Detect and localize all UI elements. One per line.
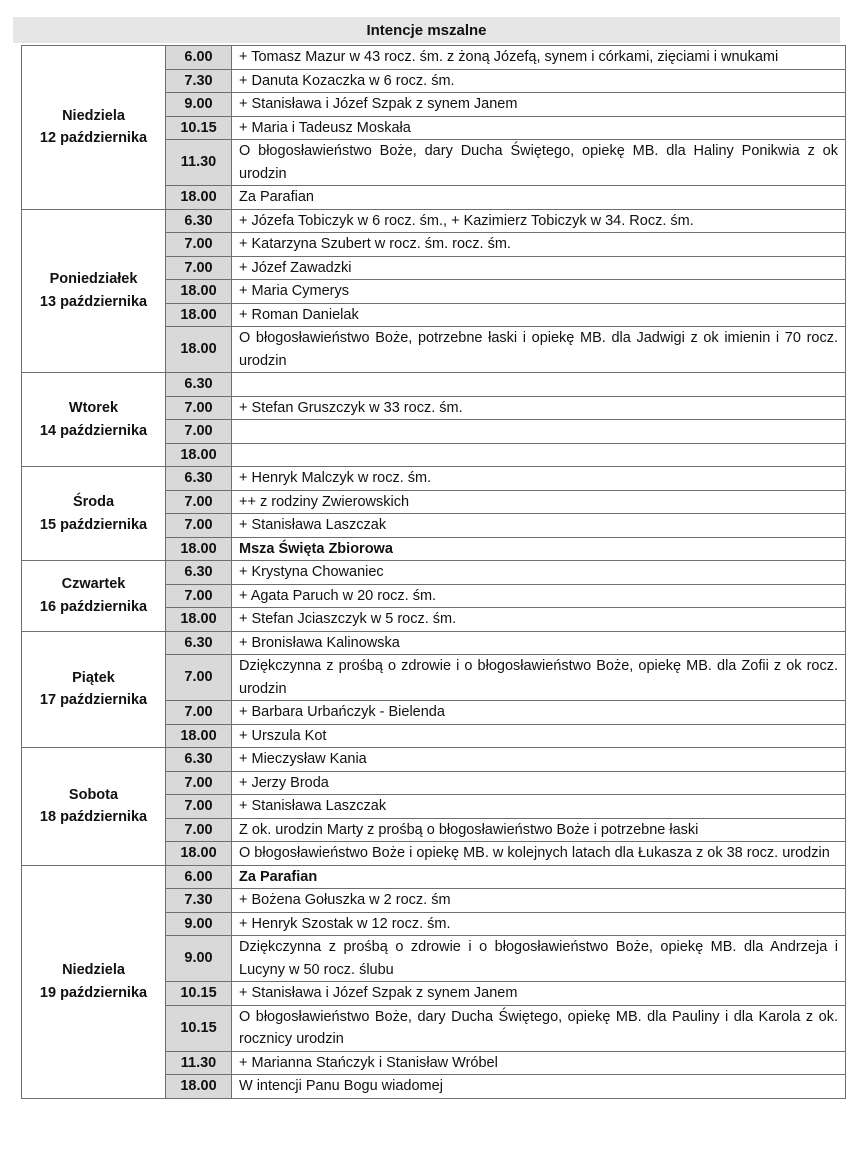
mass-intention: + Stanisława i Józef Szpak z synem Janem [232, 93, 846, 117]
mass-intention: + Stanisława Laszczak [232, 795, 846, 819]
mass-intention: + Józef Zawadzki [232, 256, 846, 280]
mass-intention: O błogosławieństwo Boże, dary Ducha Świętego, opiekę MB. dla Haliny Ponikwia z ok urodzin [232, 140, 846, 186]
mass-time: 18.00 [166, 303, 232, 327]
mass-time: 6.30 [166, 373, 232, 397]
mass-intention [232, 420, 846, 444]
mass-intention: O błogosławieństwo Boże, potrzebne łaski i opiekę MB. dla Jadwigi z ok imienin i 70 rocz. urodzin [232, 327, 846, 373]
day-date: 15 października [39, 516, 148, 533]
mass-time: 7.00 [166, 584, 232, 608]
day-name: Poniedziałek [49, 271, 138, 288]
mass-intention: Dziękczynna z prośbą o zdrowie i o błogosławieństwo Boże, opiekę MB. dla Zofii z ok rocz. urodzin [232, 655, 846, 701]
mass-time: 11.30 [166, 140, 232, 186]
mass-time: 10.15 [166, 982, 232, 1006]
mass-intention: + Mieczysław Kania [232, 748, 846, 772]
mass-intentions-table [21, 45, 846, 1099]
mass-time: 18.00 [166, 327, 232, 373]
day-name: Piątek [72, 669, 115, 686]
mass-time: 18.00 [166, 842, 232, 866]
mass-intention [232, 373, 846, 397]
mass-intention: + Henryk Malczyk w rocz. śm. [232, 467, 846, 491]
day-date: 19 października [39, 984, 148, 1001]
table-row [22, 373, 846, 397]
day-cell [22, 467, 166, 561]
mass-intention: ++ z rodziny Zwierowskich [232, 490, 846, 514]
mass-time: 9.00 [166, 912, 232, 936]
day-cell [22, 561, 166, 632]
mass-time: 6.00 [166, 865, 232, 889]
mass-intention: Z ok. urodzin Marty z prośbą o błogosławieństwo Boże i potrzebne łaski [232, 818, 846, 842]
table-row [22, 46, 846, 70]
mass-time: 7.00 [166, 795, 232, 819]
mass-intention: Dziękczynna z prośbą o zdrowie i o błogosławieństwo Boże, opiekę MB. dla Andrzeja i Lucyny w 50 rocz. ślubu [232, 936, 846, 982]
mass-intention: O błogosławieństwo Boże i opiekę MB. w kolejnych latach dla Łukasza z ok 38 rocz. urodzin [232, 842, 846, 866]
mass-time: 6.30 [166, 209, 232, 233]
table-row [22, 561, 846, 585]
mass-intention: Za Parafian [232, 865, 846, 889]
mass-intention: + Katarzyna Szubert w rocz. śm. rocz. śm. [232, 233, 846, 257]
table-row [22, 748, 846, 772]
mass-intention: O błogosławieństwo Boże, dary Ducha Świętego, opiekę MB. dla Pauliny i dla Karola z ok. rocznicy urodzin [232, 1005, 846, 1051]
mass-intention: + Tomasz Mazur w 43 rocz. śm. z żoną Józefą, synem i córkami, zięciami i wnukami [232, 46, 846, 70]
mass-time: 6.30 [166, 561, 232, 585]
mass-time: 7.00 [166, 818, 232, 842]
mass-time: 18.00 [166, 537, 232, 561]
mass-time: 7.00 [166, 233, 232, 257]
mass-intention: + Jerzy Broda [232, 771, 846, 795]
mass-time: 7.00 [166, 490, 232, 514]
day-name: Sobota [68, 786, 119, 803]
mass-intention: + Józefa Tobiczyk w 6 rocz. śm., + Kazimierz Tobiczyk w 34. Rocz. śm. [232, 209, 846, 233]
mass-time: 18.00 [166, 280, 232, 304]
day-name: Środa [72, 494, 115, 510]
page-title: Intencje mszalne [13, 17, 840, 43]
mass-time: 7.30 [166, 69, 232, 93]
mass-intention: + Roman Danielak [232, 303, 846, 327]
mass-intention: + Marianna Stańczyk i Stanisław Wróbel [232, 1051, 846, 1075]
day-date: 12 października [39, 130, 148, 147]
mass-intention: + Stefan Jciaszczyk w 5 rocz. śm. [232, 608, 846, 632]
mass-time: 18.00 [166, 1075, 232, 1099]
day-name: Niedziela [62, 962, 125, 978]
mass-intention: W intencji Panu Bogu wiadomej [232, 1075, 846, 1099]
day-cell [22, 373, 166, 467]
day-cell [22, 748, 166, 866]
day-name: Czwartek [61, 576, 126, 593]
mass-intention: Msza Święta Zbiorowa [232, 537, 846, 561]
mass-time: 18.00 [166, 443, 232, 467]
mass-intention: Za Parafian [232, 186, 846, 210]
day-date: 13 października [39, 293, 148, 310]
mass-time: 18.00 [166, 186, 232, 210]
mass-intention: + Maria Cymerys [232, 280, 846, 304]
mass-time: 10.15 [166, 1005, 232, 1051]
mass-time: 7.00 [166, 396, 232, 420]
mass-intention: + Danuta Kozaczka w 6 rocz. śm. [232, 69, 846, 93]
mass-time: 11.30 [166, 1051, 232, 1075]
mass-time: 7.00 [166, 420, 232, 444]
mass-time: 7.00 [166, 256, 232, 280]
table-row [22, 865, 846, 889]
day-date: 17 października [39, 692, 148, 709]
mass-intention: + Krystyna Chowaniec [232, 561, 846, 585]
mass-time: 10.15 [166, 116, 232, 140]
mass-intention: + Bronisława Kalinowska [232, 631, 846, 655]
mass-intention: + Bożena Gołuszka w 2 rocz. śm [232, 889, 846, 913]
mass-time: 9.00 [166, 93, 232, 117]
day-cell [22, 46, 166, 210]
day-date: 18 października [39, 809, 148, 826]
day-name: Niedziela [62, 107, 125, 124]
mass-time: 6.30 [166, 748, 232, 772]
day-cell [22, 209, 166, 373]
mass-time: 6.00 [166, 46, 232, 70]
table-row [22, 467, 846, 491]
mass-time: 7.00 [166, 655, 232, 701]
table-body [22, 46, 846, 1099]
day-cell [22, 865, 166, 1098]
mass-time: 7.00 [166, 701, 232, 725]
table-row [22, 209, 846, 233]
mass-intention [232, 443, 846, 467]
mass-time: 9.00 [166, 936, 232, 982]
mass-time: 18.00 [166, 608, 232, 632]
mass-intention: + Stefan Gruszczyk w 33 rocz. śm. [232, 396, 846, 420]
mass-time: 7.00 [166, 771, 232, 795]
mass-time: 7.00 [166, 514, 232, 538]
mass-intention: + Agata Paruch w 20 rocz. śm. [232, 584, 846, 608]
mass-time: 18.00 [166, 724, 232, 748]
mass-intention: + Henryk Szostak w 12 rocz. śm. [232, 912, 846, 936]
table-row [22, 631, 846, 655]
mass-time: 7.30 [166, 889, 232, 913]
day-date: 16 października [39, 598, 148, 615]
mass-time: 6.30 [166, 631, 232, 655]
day-name: Wtorek [68, 400, 119, 416]
mass-time: 6.30 [166, 467, 232, 491]
mass-intention: + Maria i Tadeusz Moskała [232, 116, 846, 140]
day-date: 14 października [39, 422, 148, 439]
mass-intention: + Barbara Urbańczyk - Bielenda [232, 701, 846, 725]
mass-intention: + Stanisława i Józef Szpak z synem Janem [232, 982, 846, 1006]
mass-intention: + Urszula Kot [232, 724, 846, 748]
day-cell [22, 631, 166, 748]
mass-intention: + Stanisława Laszczak [232, 514, 846, 538]
